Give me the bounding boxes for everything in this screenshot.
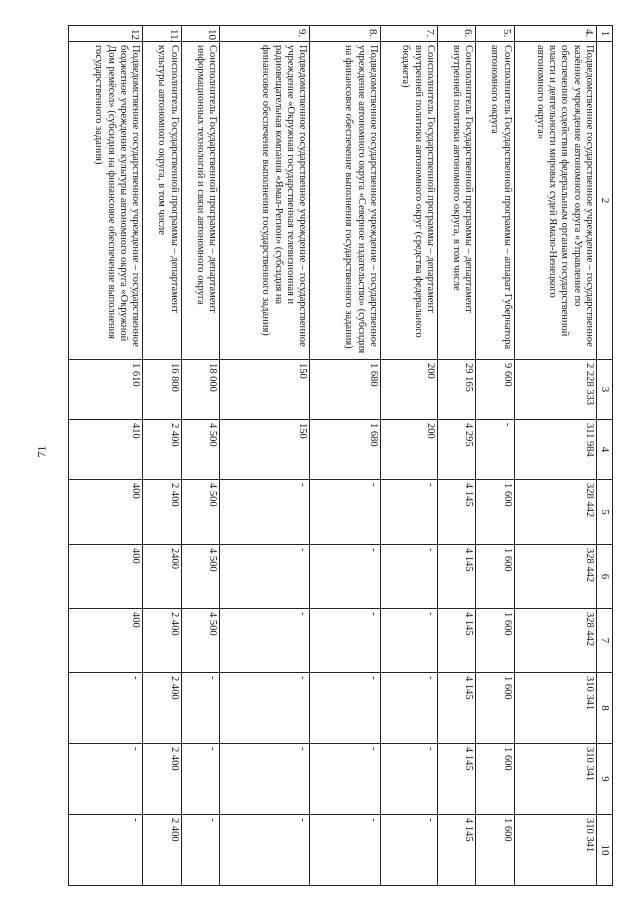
value-cell: - bbox=[219, 480, 310, 545]
table-row bbox=[143, 26, 181, 886]
value-cell: - bbox=[381, 673, 438, 744]
value-cell: - bbox=[181, 815, 219, 886]
value-cell: - bbox=[310, 545, 381, 609]
value-cell: 328 442 bbox=[514, 545, 596, 609]
value-cell: - bbox=[381, 815, 438, 886]
value-cell: 200 bbox=[381, 420, 438, 480]
value-cell: - bbox=[310, 609, 381, 673]
table-row bbox=[381, 26, 438, 886]
row-number: 12. bbox=[69, 26, 143, 42]
value-cell: - bbox=[219, 609, 310, 673]
row-description: Подведомственное государственное учреждение – государственное бюджетное учреждение культуры автономного округа «Окружной Дом ремёсел» (субсидия на финансовое обеспечение выполнения государственного задания) bbox=[69, 42, 143, 360]
value-cell: 1 600 bbox=[476, 609, 514, 673]
header-cell: 5 bbox=[597, 480, 613, 545]
value-cell: 16 800 bbox=[143, 360, 181, 420]
value-cell: - bbox=[69, 673, 143, 744]
value-cell: - bbox=[181, 744, 219, 815]
row-number: 8. bbox=[310, 26, 381, 42]
value-cell: 4 145 bbox=[438, 545, 476, 609]
value-cell: - bbox=[381, 545, 438, 609]
table-row bbox=[476, 26, 514, 886]
value-cell: - bbox=[476, 420, 514, 480]
value-cell: 4 145 bbox=[438, 744, 476, 815]
value-cell: 4 295 bbox=[438, 420, 476, 480]
value-cell: 2 400 bbox=[143, 609, 181, 673]
value-cell: 400 bbox=[69, 545, 143, 609]
value-cell: 2 400 bbox=[143, 744, 181, 815]
value-cell: 310 341 bbox=[514, 744, 596, 815]
value-cell: 1 600 bbox=[476, 545, 514, 609]
rotated-table-wrapper bbox=[68, 25, 613, 885]
value-cell: 328 442 bbox=[514, 609, 596, 673]
value-cell: - bbox=[69, 744, 143, 815]
value-cell: - bbox=[219, 545, 310, 609]
value-cell: 4 145 bbox=[438, 609, 476, 673]
value-cell: 1 680 bbox=[310, 420, 381, 480]
value-cell: 2 400 bbox=[143, 420, 181, 480]
value-cell: 18 000 bbox=[181, 360, 219, 420]
value-cell: - bbox=[381, 480, 438, 545]
value-cell: - bbox=[219, 673, 310, 744]
value-cell: 400 bbox=[69, 480, 143, 545]
value-cell: 310 341 bbox=[514, 815, 596, 886]
value-cell: 4 500 bbox=[181, 545, 219, 609]
value-cell: - bbox=[219, 744, 310, 815]
value-cell: 2 400 bbox=[143, 815, 181, 886]
value-cell: - bbox=[310, 744, 381, 815]
value-cell: 1 600 bbox=[476, 815, 514, 886]
header-cell: 10 bbox=[597, 815, 613, 886]
table-row bbox=[514, 26, 596, 886]
row-description: Подведомственное государственное учреждение – государственное казённое учреждение автономного округа «Управление по обеспечению содействия федеральным органам государственной власти и деятельности мировых судей Ямало-Ненецкого автономного округа» bbox=[514, 42, 596, 360]
row-description: Подведомственное государственное учреждение – государственное учреждение «Окружная государственная телевизионная и радиовещательная компания «Ямал-Регион» (субсидия на финансовое обеспечение выполнения государственного задания) bbox=[219, 42, 310, 360]
value-cell: 29 165 bbox=[438, 360, 476, 420]
value-cell: 1 680 bbox=[310, 360, 381, 420]
page-number: 71 bbox=[34, 445, 49, 458]
row-number: 6. bbox=[438, 26, 476, 42]
value-cell: 2 228 333 bbox=[514, 360, 596, 420]
value-cell: 4 500 bbox=[181, 609, 219, 673]
header-row bbox=[597, 26, 613, 886]
value-cell: - bbox=[181, 673, 219, 744]
value-cell: - bbox=[69, 815, 143, 886]
row-number: 10. bbox=[181, 26, 219, 42]
row-description: Подведомственное государственное учреждение – государственное учреждение автономного округа «Северное издательство» (субсидия на финансовое обеспечение выполнения государственного задания) bbox=[310, 42, 381, 360]
row-number: 9. bbox=[219, 26, 310, 42]
value-cell: 200 bbox=[381, 360, 438, 420]
row-number: 4. bbox=[514, 26, 596, 42]
value-cell: - bbox=[219, 815, 310, 886]
table-row bbox=[181, 26, 219, 886]
row-description: Соисполнитель Государственной программы – департамент внутренней политики автономного округ (средства федерального бюджета) bbox=[381, 42, 438, 360]
header-cell: 4 bbox=[597, 420, 613, 480]
value-cell: 4 145 bbox=[438, 480, 476, 545]
value-cell: 328 442 bbox=[514, 480, 596, 545]
row-description: Соисполнитель Государственной программы – аппарат Губернатора автономного округа bbox=[476, 42, 514, 360]
value-cell: 4 145 bbox=[438, 673, 476, 744]
value-cell: 1 610 bbox=[69, 360, 143, 420]
header-cell: 7 bbox=[597, 609, 613, 673]
header-cell: 6 bbox=[597, 545, 613, 609]
row-number: 7. bbox=[381, 26, 438, 42]
value-cell: 311 984 bbox=[514, 420, 596, 480]
row-description: Соисполнитель Государственной программы – департамент внутренней политики автономного округа, в том числе bbox=[438, 42, 476, 360]
value-cell: - bbox=[310, 815, 381, 886]
header-cell: 3 bbox=[597, 360, 613, 420]
value-cell: 150 bbox=[219, 360, 310, 420]
header-cell: 8 bbox=[597, 673, 613, 744]
value-cell: 410 bbox=[69, 420, 143, 480]
value-cell: 1 600 bbox=[476, 480, 514, 545]
value-cell: 9 600 bbox=[476, 360, 514, 420]
table-row bbox=[69, 26, 143, 886]
budget-table bbox=[68, 25, 613, 886]
row-number: 11. bbox=[143, 26, 181, 42]
header-cell: 9 bbox=[597, 744, 613, 815]
table-row bbox=[219, 26, 310, 886]
value-cell: 2400 bbox=[143, 545, 181, 609]
header-cell: 1 bbox=[597, 26, 613, 42]
value-cell: 1 600 bbox=[476, 673, 514, 744]
row-description: Соисполнитель Государственной программы – департамент информационных технологий и связи автономного округа bbox=[181, 42, 219, 360]
row-description: Соисполнитель Государственной программы – департамент культуры автономного округа, в том числе bbox=[143, 42, 181, 360]
value-cell: 4 500 bbox=[181, 480, 219, 545]
table-row bbox=[438, 26, 476, 886]
value-cell: 310 341 bbox=[514, 673, 596, 744]
table-row bbox=[310, 26, 381, 886]
value-cell: 400 bbox=[69, 609, 143, 673]
header-cell: 2 bbox=[597, 42, 613, 360]
value-cell: - bbox=[310, 673, 381, 744]
value-cell: 2 400 bbox=[143, 673, 181, 744]
value-cell: 4 145 bbox=[438, 815, 476, 886]
value-cell: - bbox=[310, 480, 381, 545]
value-cell: 4 500 bbox=[181, 420, 219, 480]
value-cell: 1 600 bbox=[476, 744, 514, 815]
value-cell: - bbox=[381, 609, 438, 673]
value-cell: 150 bbox=[219, 420, 310, 480]
value-cell: - bbox=[381, 744, 438, 815]
row-number: 5. bbox=[476, 26, 514, 42]
value-cell: 2 400 bbox=[143, 480, 181, 545]
